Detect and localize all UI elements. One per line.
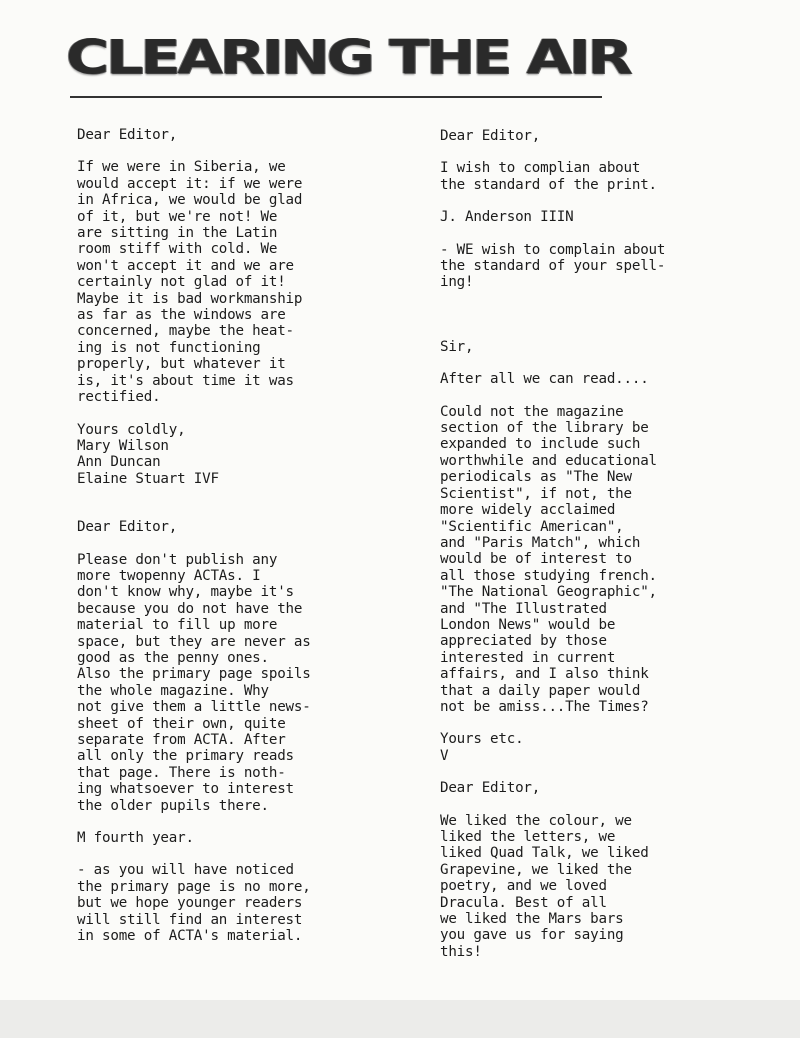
letter3-editor-reply: - WE wish to complain about the standard of your spell- ing!	[440, 241, 666, 291]
letter1-signoff: Yours coldly, Mary Wilson Ann Duncan Elaine Stuart IVF	[77, 421, 219, 487]
left-column	[77, 127, 437, 944]
letter2-editor-reply: - as you will have noticed the primary page is no more, but we hope younger readers will still find an interest in some of ACTA's material.	[77, 862, 311, 945]
letter2-salutation: Dear Editor,	[77, 519, 178, 536]
right-column	[440, 128, 780, 960]
letter2-signoff: M fourth year.	[77, 830, 194, 847]
title-underline	[70, 96, 602, 98]
letter4-signoff: Yours etc. V	[440, 731, 524, 764]
letter3-salutation: Dear Editor,	[440, 128, 541, 144]
letter1-body: If we were in Siberia, we would accept it: if we were in Africa, we would be glad of it, but we're not! We are sitting in the Latin room stiff with cold. We won't accept it and we are certainly not glad of it! Maybe it is bad workmanship as far as the windows are concerned, maybe the heat- ing is not functioning properly, but whatever it is, it's about time it was rectified.	[77, 159, 303, 406]
letter4-salutation: Sir,	[440, 338, 474, 355]
letter5-salutation: Dear Editor,	[440, 780, 541, 797]
letter3-signoff: J. Anderson IIIN	[440, 209, 574, 226]
letter4-lead: After all we can read....	[440, 371, 649, 388]
page-title: CLEARING THE AIR	[66, 29, 630, 86]
letter3-body: I wish to complian about the standard of the print.	[440, 160, 657, 193]
letter5-body: We liked the colour, we liked the letters, we liked Quad Talk, we liked Grapevine, we liked the poetry, and we loved Dracula. Best of all we liked the Mars bars you gave us for saying this!	[440, 812, 649, 960]
letter2-body: Please don't publish any more twopenny ACTAs. I don't know why, maybe it's because you do not have the material to fill up more space, but they are never as good as the penny ones. Also the primary page spoils the whole magazine. Why not give them a little news- sheet of their own, quite separate from ACTA. After all only the primary reads that page. There is noth- ing whatsoever to interest the older pupils there.	[77, 551, 311, 814]
letter4-body: Could not the magazine section of the library be expanded to include such worthwhile and educational periodicals as "The New Scientist", if not, the more widely acclaimed "Scientific American", and "Paris Match", which would be of interest to all those studying french. "The National Geographic", and "The Illustrated London News" would be appreciated by those interested in current affairs, and I also think that a daily paper would not be amiss...The Times?	[440, 403, 657, 715]
scan-margin	[0, 1000, 800, 1038]
letter1-salutation: Dear Editor,	[77, 127, 178, 143]
